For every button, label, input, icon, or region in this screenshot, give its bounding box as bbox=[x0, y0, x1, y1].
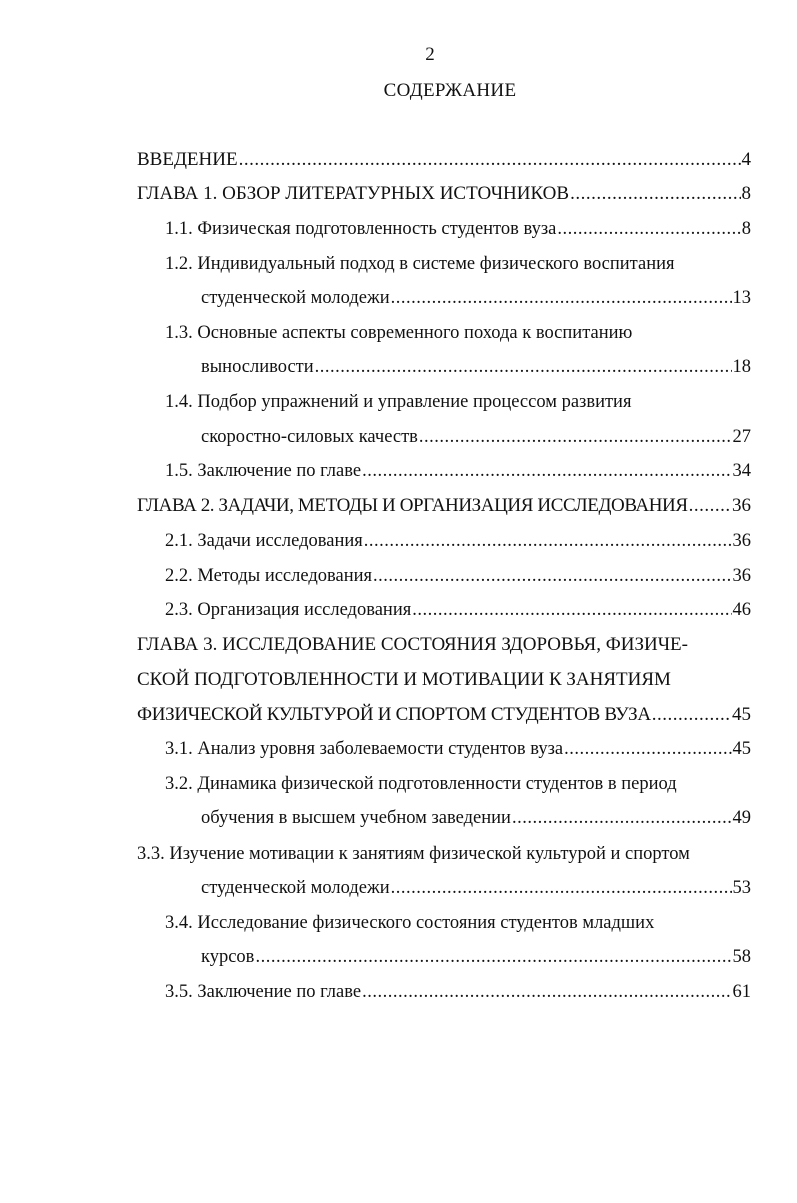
toc-leader bbox=[412, 598, 731, 622]
toc-entry-title: 1.1. Физическая подготовленность студентов вуза bbox=[165, 219, 557, 239]
toc-entry-page: 13 bbox=[732, 288, 751, 308]
toc-entry-section-1-2-line1: 1.2. Индивидуальный подход в системе физического воспитания bbox=[165, 254, 675, 274]
toc-entry-page: 46 bbox=[732, 600, 751, 620]
toc-entry-section-3-3-line1: 3.3. Изучение мотивации к занятиям физической культурой и спортом bbox=[137, 844, 690, 864]
toc-leader bbox=[564, 737, 731, 761]
toc-entry-section-3-4[interactable] bbox=[201, 945, 751, 969]
toc-entry-page: 36 bbox=[732, 566, 751, 586]
toc-entry-title: 3.1. Анализ уровня заболеваемости студентов вуза bbox=[165, 739, 564, 759]
toc-leader bbox=[512, 806, 732, 830]
toc-entry-title: обучения в высшем учебном заведении bbox=[201, 808, 511, 828]
toc-entry-title: выносливости bbox=[201, 357, 314, 377]
toc-entry-page: 45 bbox=[732, 739, 751, 759]
toc-entry-page: 45 bbox=[732, 704, 751, 725]
toc-entry-page: 49 bbox=[732, 808, 751, 828]
toc-leader bbox=[255, 945, 731, 969]
toc-entry-section-1-1[interactable] bbox=[165, 217, 751, 241]
toc-leader bbox=[391, 876, 732, 900]
toc-entry-page: 27 bbox=[732, 427, 751, 447]
toc-entry-section-1-4-line1: 1.4. Подбор упражнений и управление процессом развития bbox=[165, 392, 632, 412]
toc-entry-section-1-3-line1: 1.3. Основные аспекты современного похода к воспитанию bbox=[165, 323, 633, 343]
toc-leader bbox=[557, 217, 740, 241]
toc-entry-chapter-3[interactable] bbox=[137, 703, 751, 727]
toc-entry-section-3-5[interactable] bbox=[165, 980, 751, 1004]
toc-entry-page: 36 bbox=[732, 495, 751, 516]
toc-entry-section-3-1[interactable] bbox=[165, 737, 751, 761]
toc-entry-page: 4 bbox=[741, 149, 751, 170]
toc-entry-page: 53 bbox=[732, 878, 751, 898]
toc-leader bbox=[652, 703, 731, 727]
toc-leader bbox=[391, 286, 732, 310]
toc-entry-section-2-2[interactable] bbox=[165, 564, 751, 588]
toc-entry-title: ФИЗИЧЕСКОЙ КУЛЬТУРОЙ И СПОРТОМ СТУДЕНТОВ ВУЗА bbox=[137, 704, 651, 725]
toc-entry-title: курсов bbox=[201, 947, 255, 967]
toc-entry-page: 18 bbox=[732, 357, 751, 377]
toc-leader bbox=[373, 564, 731, 588]
toc-entry-title: 3.5. Заключение по главе bbox=[165, 982, 362, 1002]
toc-entry-title: 2.1. Задачи исследования bbox=[165, 531, 363, 551]
toc-entry-chapter-2[interactable] bbox=[137, 494, 751, 518]
toc-entry-title: 2.2. Методы исследования bbox=[165, 566, 373, 586]
toc-entry-page: 8 bbox=[741, 219, 751, 239]
toc-leader bbox=[689, 494, 731, 518]
toc-leader bbox=[362, 980, 731, 1004]
toc-entry-page: 8 bbox=[741, 183, 751, 204]
toc-entry-chapter-3-line2: СКОЙ ПОДГОТОВЛЕННОСТИ И МОТИВАЦИИ К ЗАНЯТИЯМ bbox=[137, 669, 671, 690]
toc-leader bbox=[315, 355, 732, 379]
toc-entry-page: 34 bbox=[732, 461, 751, 481]
toc-entry-title: ВВЕДЕНИЕ bbox=[137, 149, 238, 170]
toc-entry-section-1-2[interactable] bbox=[201, 286, 751, 310]
toc-entry-title: ГЛАВА 1. ОБЗОР ЛИТЕРАТУРНЫХ ИСТОЧНИКОВ bbox=[137, 183, 570, 204]
toc-entry-section-2-3[interactable] bbox=[165, 598, 751, 622]
toc-entry-title: скоростно-силовых качеств bbox=[201, 427, 418, 447]
toc-entry-section-2-1[interactable] bbox=[165, 529, 751, 553]
toc-entry-section-1-5[interactable] bbox=[165, 459, 751, 483]
toc-leader bbox=[239, 148, 741, 172]
toc-entry-chapter-1[interactable] bbox=[137, 182, 751, 206]
toc-entry-section-3-3[interactable] bbox=[201, 876, 751, 900]
toc-entry-section-1-4[interactable] bbox=[201, 425, 751, 449]
toc-leader bbox=[419, 425, 732, 449]
toc-entry-section-1-3[interactable] bbox=[201, 355, 751, 379]
toc-leader bbox=[362, 459, 731, 483]
toc-entry-section-3-2[interactable] bbox=[201, 806, 751, 830]
toc-leader bbox=[570, 182, 740, 206]
page-number: 2 bbox=[425, 44, 435, 65]
toc-entry-page: 36 bbox=[732, 531, 751, 551]
toc-entry-section-3-4-line1: 3.4. Исследование физического состояния студентов младших bbox=[165, 913, 655, 933]
toc-entry-chapter-3-line1: ГЛАВА 3. ИССЛЕДОВАНИЕ СОСТОЯНИЯ ЗДОРОВЬЯ, ФИЗИЧЕ- bbox=[137, 634, 688, 655]
toc-entry-section-3-2-line1: 3.2. Динамика физической подготовленности студентов в период bbox=[165, 774, 677, 794]
toc-entry-title: студенческой молодежи bbox=[201, 288, 390, 308]
page-title: СОДЕРЖАНИЕ bbox=[383, 80, 517, 101]
toc-entry-page: 58 bbox=[732, 947, 751, 967]
toc-entry-title: студенческой молодежи bbox=[201, 878, 390, 898]
toc-entry-intro[interactable] bbox=[137, 148, 751, 172]
toc-leader bbox=[364, 529, 732, 553]
toc-entry-title: 2.3. Организация исследования bbox=[165, 600, 412, 620]
toc-entry-title: 1.5. Заключение по главе bbox=[165, 461, 362, 481]
toc-entry-page: 61 bbox=[732, 982, 751, 1002]
toc-entry-title: ГЛАВА 2. ЗАДАЧИ, МЕТОДЫ И ОРГАНИЗАЦИЯ ИССЛЕДОВАНИЯ bbox=[137, 495, 688, 516]
